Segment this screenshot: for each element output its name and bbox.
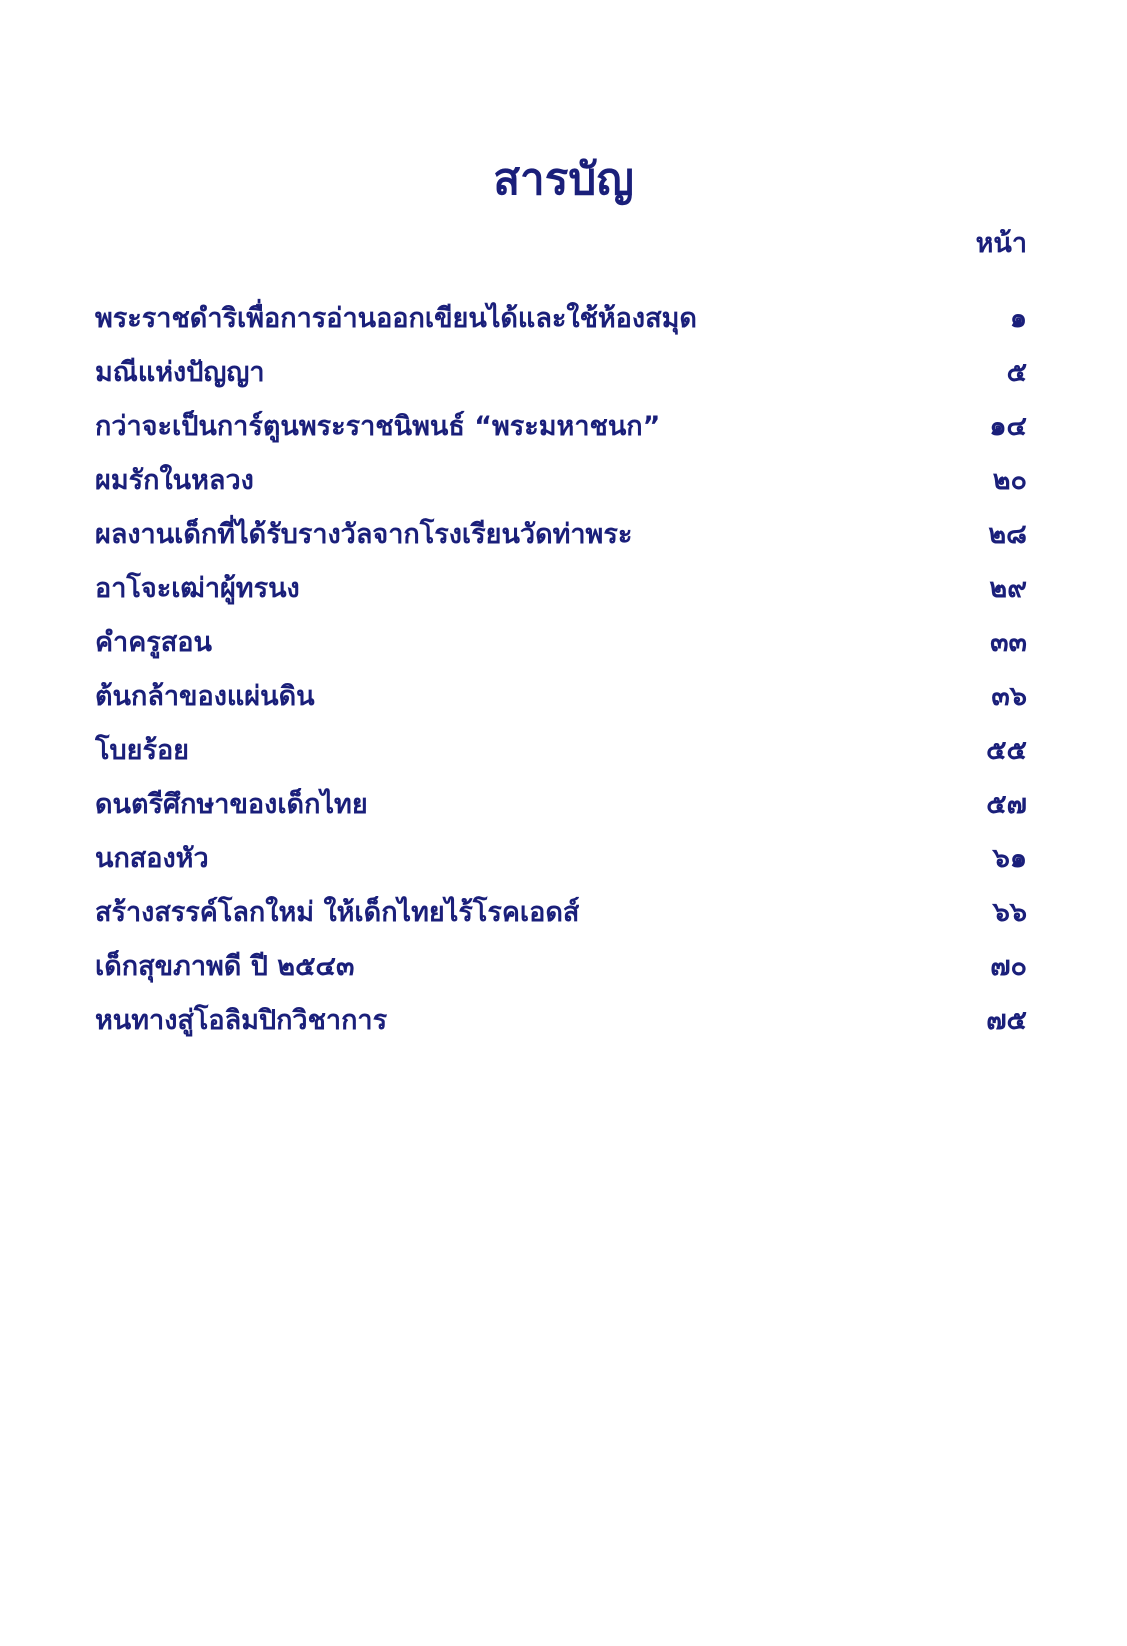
toc-entry-page: ๖๖ — [992, 896, 1027, 928]
toc-entry-page: ๗๐ — [990, 950, 1027, 982]
toc-entry-page: ๒๘ — [988, 518, 1027, 550]
toc-entry-title: อาโจะเฒ่าผู้ทรนง — [95, 572, 300, 604]
toc-entry-page: ๒๐ — [992, 464, 1027, 496]
toc-entry-title: กว่าจะเป็นการ์ตูนพระราชนิพนธ์ “พระมหาชนก” — [95, 410, 661, 442]
toc-entry — [95, 398, 1027, 452]
toc-entry-title: ผลงานเด็กที่ได้รับรางวัลจากโรงเรียนวัดท่าพระ — [95, 518, 633, 550]
toc-entry — [95, 992, 1027, 1046]
toc-entry-page: ๑ — [1009, 302, 1027, 334]
toc-entry — [95, 668, 1027, 722]
toc-entry — [95, 776, 1027, 830]
toc-entry — [95, 884, 1027, 938]
toc-entry — [95, 506, 1027, 560]
toc-entry-title: สร้างสรรค์โลกใหม่ ให้เด็กไทยไร้โรคเอดส์ — [95, 896, 580, 928]
toc-entry-title: นกสองหัว — [95, 842, 209, 874]
toc-entry-page: ๓๓ — [990, 626, 1027, 658]
toc-entry-title: มณีแห่งปัญญา — [95, 356, 265, 388]
toc-entry-title: เด็กสุขภาพดี ปี ๒๕๔๓ — [95, 950, 355, 982]
toc-entry-title: โบยร้อย — [95, 734, 189, 766]
toc-entry — [95, 560, 1027, 614]
toc-entry-page: ๑๔ — [989, 410, 1027, 442]
toc-entry — [95, 614, 1027, 668]
toc-entry-page: ๕๕ — [986, 734, 1027, 766]
toc-entry-title: หนทางสู่โอลิมปิกวิชาการ — [95, 1004, 388, 1036]
toc-entry-title: ดนตรีศึกษาของเด็กไทย — [95, 788, 368, 820]
page-column-header: หน้า — [975, 228, 1027, 259]
toc-entry-page: ๕๗ — [986, 788, 1027, 820]
page-title: สารบัญ — [493, 154, 634, 205]
toc-entry — [95, 938, 1027, 992]
toc-entry — [95, 290, 1027, 344]
toc-entry-title: คำครูสอน — [95, 626, 212, 658]
toc-entry-page: ๗๕ — [986, 1004, 1027, 1036]
toc-entry — [95, 722, 1027, 776]
toc-entry-page: ๒๙ — [989, 572, 1027, 604]
table-of-contents — [95, 290, 1027, 1046]
toc-entry — [95, 830, 1027, 884]
toc-entry-page: ๖๑ — [992, 842, 1027, 874]
toc-entry — [95, 452, 1027, 506]
toc-entry-page: ๓๖ — [991, 680, 1027, 712]
toc-entry — [95, 344, 1027, 398]
toc-entry-title: ผมรักในหลวง — [95, 464, 254, 496]
toc-entry-title: พระราชดำริเพื่อการอ่านออกเขียนได้และใช้ห้องสมุด — [95, 302, 697, 334]
toc-entry-page: ๕ — [1006, 356, 1027, 388]
toc-entry-title: ต้นกล้าของแผ่นดิน — [95, 680, 315, 712]
